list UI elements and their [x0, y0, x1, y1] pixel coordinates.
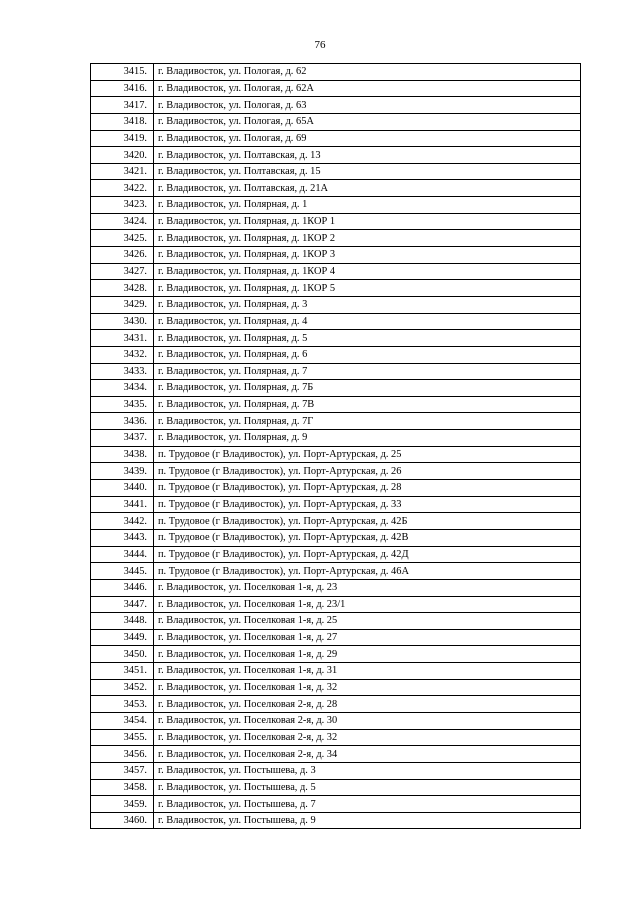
address-cell: г. Владивосток, ул. Пологая, д. 69 — [154, 130, 581, 147]
table-row — [91, 696, 581, 713]
table-row — [91, 746, 581, 763]
table-row — [91, 197, 581, 214]
row-number-cell: 3442. — [91, 513, 154, 530]
address-table — [90, 63, 581, 829]
row-number-cell: 3450. — [91, 646, 154, 663]
row-number-cell: 3433. — [91, 363, 154, 380]
row-number-cell: 3448. — [91, 613, 154, 630]
address-cell: п. Трудовое (г Владивосток), ул. Порт-Артурская, д. 42Б — [154, 513, 581, 530]
row-number-cell: 3445. — [91, 563, 154, 580]
table-row — [91, 762, 581, 779]
row-number-cell: 3421. — [91, 163, 154, 180]
row-number-cell: 3439. — [91, 463, 154, 480]
row-number-cell: 3418. — [91, 113, 154, 130]
address-cell: г. Владивосток, ул. Поселковая 1-я, д. 23/1 — [154, 596, 581, 613]
row-number-cell: 3459. — [91, 796, 154, 813]
table-row — [91, 213, 581, 230]
row-number-cell: 3428. — [91, 280, 154, 297]
row-number-cell: 3447. — [91, 596, 154, 613]
table-row — [91, 163, 581, 180]
row-number-cell: 3455. — [91, 729, 154, 746]
row-number-cell: 3451. — [91, 663, 154, 680]
table-row — [91, 396, 581, 413]
table-row — [91, 480, 581, 497]
page-number: 76 — [314, 39, 326, 51]
row-number-cell: 3438. — [91, 446, 154, 463]
row-number-cell: 3434. — [91, 380, 154, 397]
address-cell: г. Владивосток, ул. Полярная, д. 1КОР 3 — [154, 247, 581, 264]
table-row — [91, 463, 581, 480]
row-number-cell: 3416. — [91, 80, 154, 97]
table-row — [91, 130, 581, 147]
address-cell: г. Владивосток, ул. Поселковая 1-я, д. 27 — [154, 629, 581, 646]
table-row — [91, 563, 581, 580]
address-cell: г. Владивосток, ул. Постышева, д. 3 — [154, 762, 581, 779]
table-row — [91, 296, 581, 313]
address-cell: г. Владивосток, ул. Поселковая 2-я, д. 30 — [154, 712, 581, 729]
table-row — [91, 529, 581, 546]
row-number-cell: 3422. — [91, 180, 154, 197]
table-row — [91, 330, 581, 347]
row-number-cell: 3457. — [91, 762, 154, 779]
table-row — [91, 796, 581, 813]
address-cell: г. Владивосток, ул. Пологая, д. 62 — [154, 64, 581, 81]
table-row — [91, 613, 581, 630]
table-row — [91, 80, 581, 97]
table-row — [91, 579, 581, 596]
table-row — [91, 230, 581, 247]
table-row — [91, 779, 581, 796]
address-cell: г. Владивосток, ул. Пологая, д. 62А — [154, 80, 581, 97]
address-cell: г. Владивосток, ул. Поселковая 2-я, д. 34 — [154, 746, 581, 763]
address-cell: г. Владивосток, ул. Пологая, д. 63 — [154, 97, 581, 114]
row-number-cell: 3435. — [91, 396, 154, 413]
table-row — [91, 97, 581, 114]
address-cell: г. Владивосток, ул. Полтавская, д. 15 — [154, 163, 581, 180]
row-number-cell: 3423. — [91, 197, 154, 214]
address-cell: г. Владивосток, ул. Полярная, д. 1 — [154, 197, 581, 214]
table-row — [91, 663, 581, 680]
table-row — [91, 380, 581, 397]
table-row — [91, 812, 581, 829]
address-cell: г. Владивосток, ул. Полтавская, д. 13 — [154, 147, 581, 164]
address-cell: г. Владивосток, ул. Полярная, д. 6 — [154, 346, 581, 363]
address-cell: п. Трудовое (г Владивосток), ул. Порт-Артурская, д. 28 — [154, 480, 581, 497]
address-cell: г. Владивосток, ул. Постышева, д. 9 — [154, 812, 581, 829]
address-cell: г. Владивосток, ул. Поселковая 1-я, д. 32 — [154, 679, 581, 696]
table-row — [91, 679, 581, 696]
row-number-cell: 3456. — [91, 746, 154, 763]
address-cell: г. Владивосток, ул. Полярная, д. 7Б — [154, 380, 581, 397]
address-cell: г. Владивосток, ул. Постышева, д. 5 — [154, 779, 581, 796]
table-row — [91, 430, 581, 447]
row-number-cell: 3443. — [91, 529, 154, 546]
row-number-cell: 3426. — [91, 247, 154, 264]
row-number-cell: 3436. — [91, 413, 154, 430]
address-cell: г. Владивосток, ул. Полярная, д. 1КОР 1 — [154, 213, 581, 230]
table-row — [91, 313, 581, 330]
row-number-cell: 3420. — [91, 147, 154, 164]
row-number-cell: 3453. — [91, 696, 154, 713]
address-cell: г. Владивосток, ул. Полярная, д. 1КОР 5 — [154, 280, 581, 297]
table-row — [91, 180, 581, 197]
table-row — [91, 247, 581, 264]
address-cell: г. Владивосток, ул. Полярная, д. 7В — [154, 396, 581, 413]
address-cell: г. Владивосток, ул. Пологая, д. 65А — [154, 113, 581, 130]
row-number-cell: 3460. — [91, 812, 154, 829]
table-row — [91, 413, 581, 430]
address-cell: г. Владивосток, ул. Поселковая 1-я, д. 25 — [154, 613, 581, 630]
table-row — [91, 496, 581, 513]
address-cell: г. Владивосток, ул. Поселковая 2-я, д. 28 — [154, 696, 581, 713]
table-row — [91, 263, 581, 280]
address-cell: г. Владивосток, ул. Постышева, д. 7 — [154, 796, 581, 813]
table-row — [91, 729, 581, 746]
table-row — [91, 546, 581, 563]
address-cell: г. Владивосток, ул. Полярная, д. 9 — [154, 430, 581, 447]
address-cell: г. Владивосток, ул. Полярная, д. 7Г — [154, 413, 581, 430]
row-number-cell: 3415. — [91, 64, 154, 81]
row-number-cell: 3437. — [91, 430, 154, 447]
row-number-cell: 3446. — [91, 579, 154, 596]
row-number-cell: 3431. — [91, 330, 154, 347]
address-table-body — [91, 64, 581, 829]
table-row — [91, 712, 581, 729]
table-row — [91, 446, 581, 463]
address-cell: п. Трудовое (г Владивосток), ул. Порт-Артурская, д. 42Д — [154, 546, 581, 563]
address-cell: п. Трудовое (г Владивосток), ул. Порт-Артурская, д. 46А — [154, 563, 581, 580]
address-cell: г. Владивосток, ул. Поселковая 1-я, д. 23 — [154, 579, 581, 596]
address-cell: г. Владивосток, ул. Полярная, д. 1КОР 2 — [154, 230, 581, 247]
row-number-cell: 3430. — [91, 313, 154, 330]
row-number-cell: 3444. — [91, 546, 154, 563]
table-row — [91, 280, 581, 297]
row-number-cell: 3440. — [91, 480, 154, 497]
row-number-cell: 3425. — [91, 230, 154, 247]
row-number-cell: 3454. — [91, 712, 154, 729]
row-number-cell: 3449. — [91, 629, 154, 646]
table-row — [91, 346, 581, 363]
table-row — [91, 64, 581, 81]
address-cell: п. Трудовое (г Владивосток), ул. Порт-Артурская, д. 33 — [154, 496, 581, 513]
row-number-cell: 3441. — [91, 496, 154, 513]
table-row — [91, 513, 581, 530]
address-cell: г. Владивосток, ул. Полярная, д. 4 — [154, 313, 581, 330]
address-cell: п. Трудовое (г Владивосток), ул. Порт-Артурская, д. 26 — [154, 463, 581, 480]
table-row — [91, 646, 581, 663]
address-cell: г. Владивосток, ул. Поселковая 1-я, д. 29 — [154, 646, 581, 663]
address-cell: г. Владивосток, ул. Полтавская, д. 21А — [154, 180, 581, 197]
address-cell: г. Владивосток, ул. Поселковая 2-я, д. 32 — [154, 729, 581, 746]
table-row — [91, 113, 581, 130]
row-number-cell: 3458. — [91, 779, 154, 796]
table-row — [91, 629, 581, 646]
address-cell: г. Владивосток, ул. Полярная, д. 7 — [154, 363, 581, 380]
table-row — [91, 363, 581, 380]
address-cell: п. Трудовое (г Владивосток), ул. Порт-Артурская, д. 25 — [154, 446, 581, 463]
address-cell: г. Владивосток, ул. Полярная, д. 1КОР 4 — [154, 263, 581, 280]
address-cell: г. Владивосток, ул. Полярная, д. 3 — [154, 296, 581, 313]
address-cell: г. Владивосток, ул. Полярная, д. 5 — [154, 330, 581, 347]
row-number-cell: 3417. — [91, 97, 154, 114]
row-number-cell: 3427. — [91, 263, 154, 280]
row-number-cell: 3424. — [91, 213, 154, 230]
table-row — [91, 596, 581, 613]
address-cell: г. Владивосток, ул. Поселковая 1-я, д. 31 — [154, 663, 581, 680]
row-number-cell: 3432. — [91, 346, 154, 363]
address-cell: п. Трудовое (г Владивосток), ул. Порт-Артурская, д. 42В — [154, 529, 581, 546]
row-number-cell: 3419. — [91, 130, 154, 147]
table-row — [91, 147, 581, 164]
row-number-cell: 3429. — [91, 296, 154, 313]
row-number-cell: 3452. — [91, 679, 154, 696]
